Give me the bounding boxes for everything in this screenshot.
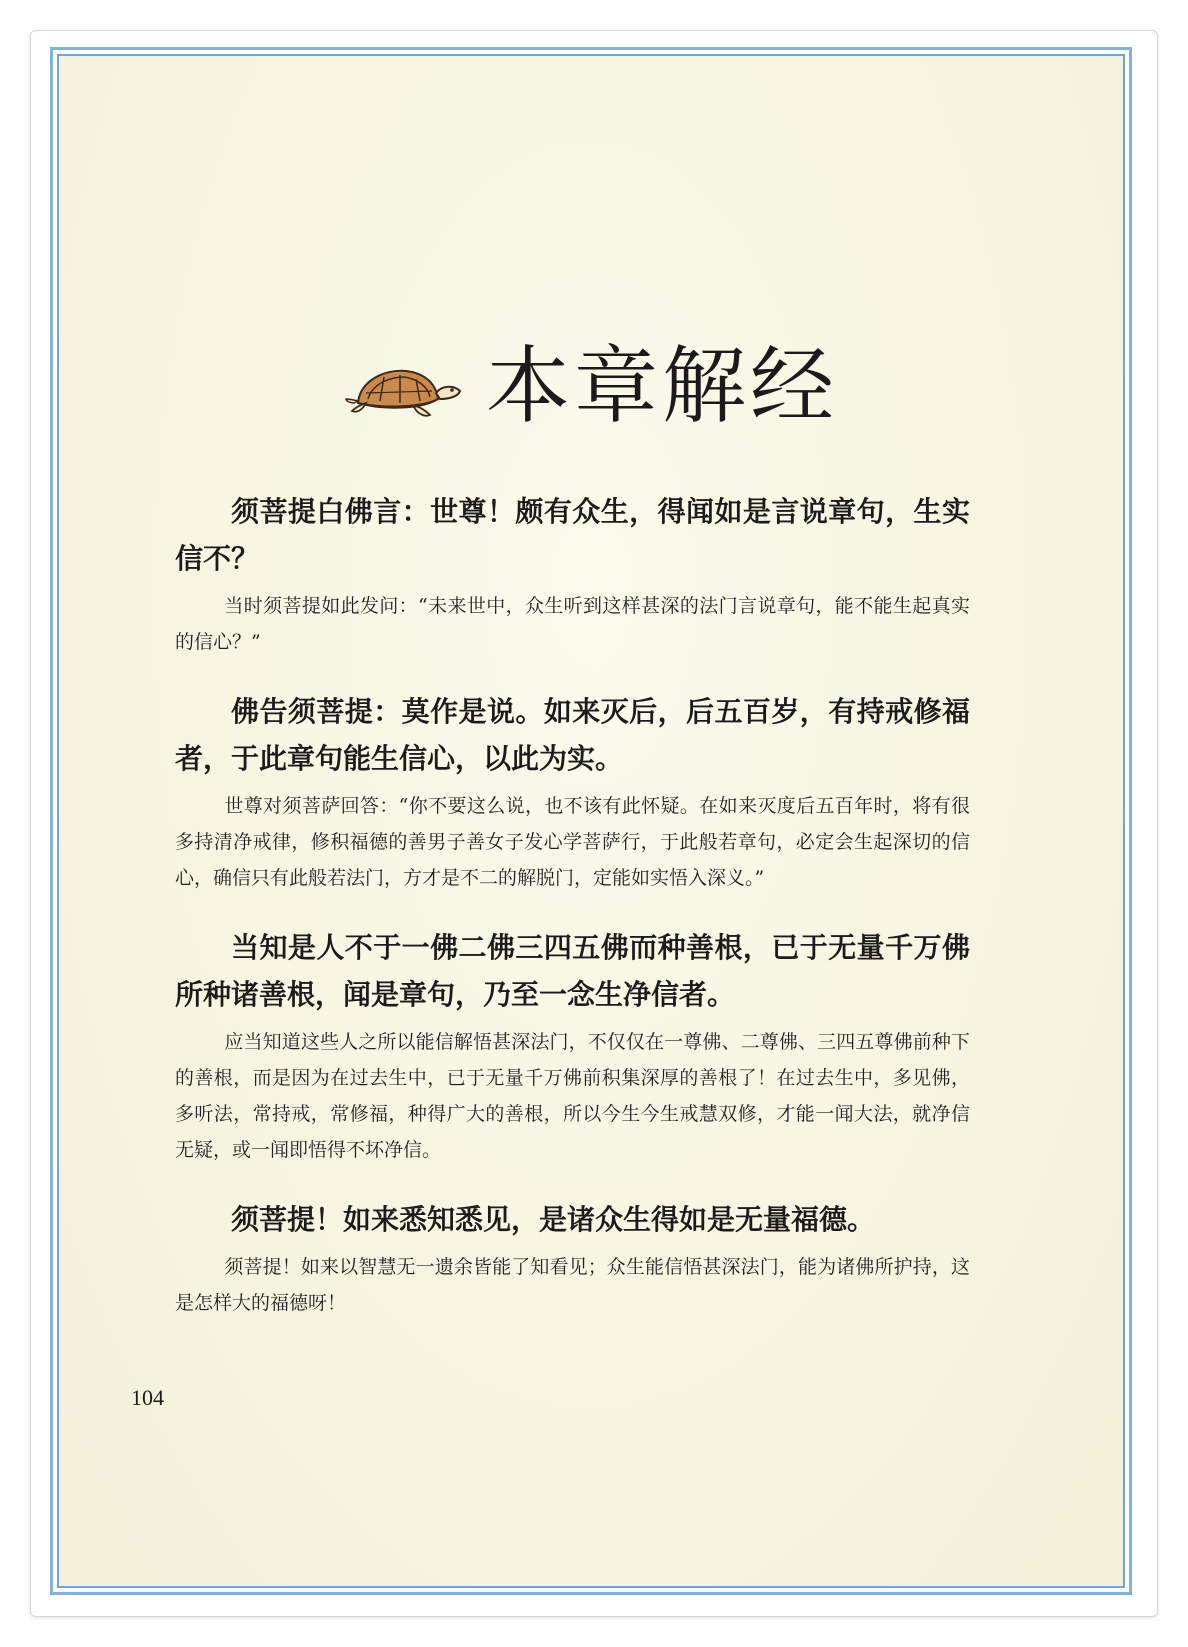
sutra-text: 须菩提白佛言：世尊！颇有众生，得闻如是言说章句，生实信不？ [175, 495, 970, 575]
page-content [175, 488, 970, 1349]
explanation-text: 应当知道这些人之所以能信解悟甚深法门，不仅仅在一尊佛、二尊佛、三四五尊佛前种下的善根，而是因为在过去生中，已于无量千万佛前积集深厚的善根了！在过去生中，多见佛，多听法，常持戒，常修福，种得广大的善根，所以今生今生戒慧双修，才能一闻大法，就净信无疑，或一闻即悟得不坏净信。 [175, 1031, 970, 1161]
passage-section [175, 1196, 970, 1321]
chapter-header [59, 288, 1123, 485]
turtle-icon [344, 345, 474, 427]
passage-section [175, 924, 970, 1168]
sutra-text: 须菩提！如来悉知悉见，是诸众生得如是无量福德。 [231, 1203, 876, 1236]
sutra-text: 佛告须菩提：莫作是说。如来灭后，后五百岁，有持戒修福者，于此章句能生信心，以此为实。 [175, 695, 970, 775]
passage-section [175, 488, 970, 660]
sutra-text: 当知是人不于一佛二佛三四五佛而种善根，已于无量千万佛所种诸善根，闻是章句，乃至一念生净信者。 [175, 931, 970, 1011]
book-page [57, 54, 1125, 1588]
explanation-text: 须菩提！如来以智慧无一遗余皆能了知看见；众生能信悟甚深法门，能为诸佛所护持，这是怎样大的福德呀！ [175, 1256, 970, 1314]
chapter-title: 本章解经 [485, 337, 838, 436]
page-number: 104 [131, 1385, 164, 1410]
passage-section [175, 688, 970, 896]
explanation-text: 当时须菩提如此发问：“未来世中，众生听到这样甚深的法门言说章句，能不能生起真实的信心？” [175, 595, 970, 653]
explanation-text: 世尊对须菩萨回答：“你不要这么说，也不该有此怀疑。在如来灭度后五百年时，将有很多持清净戒律，修积福德的善男子善女子发心学菩萨行，于此般若章句，必定会生起深切的信心，确信只有此般若法门，方才是不二的解脱门，定能如实悟入深义。” [175, 795, 970, 889]
page-frame [50, 47, 1132, 1595]
